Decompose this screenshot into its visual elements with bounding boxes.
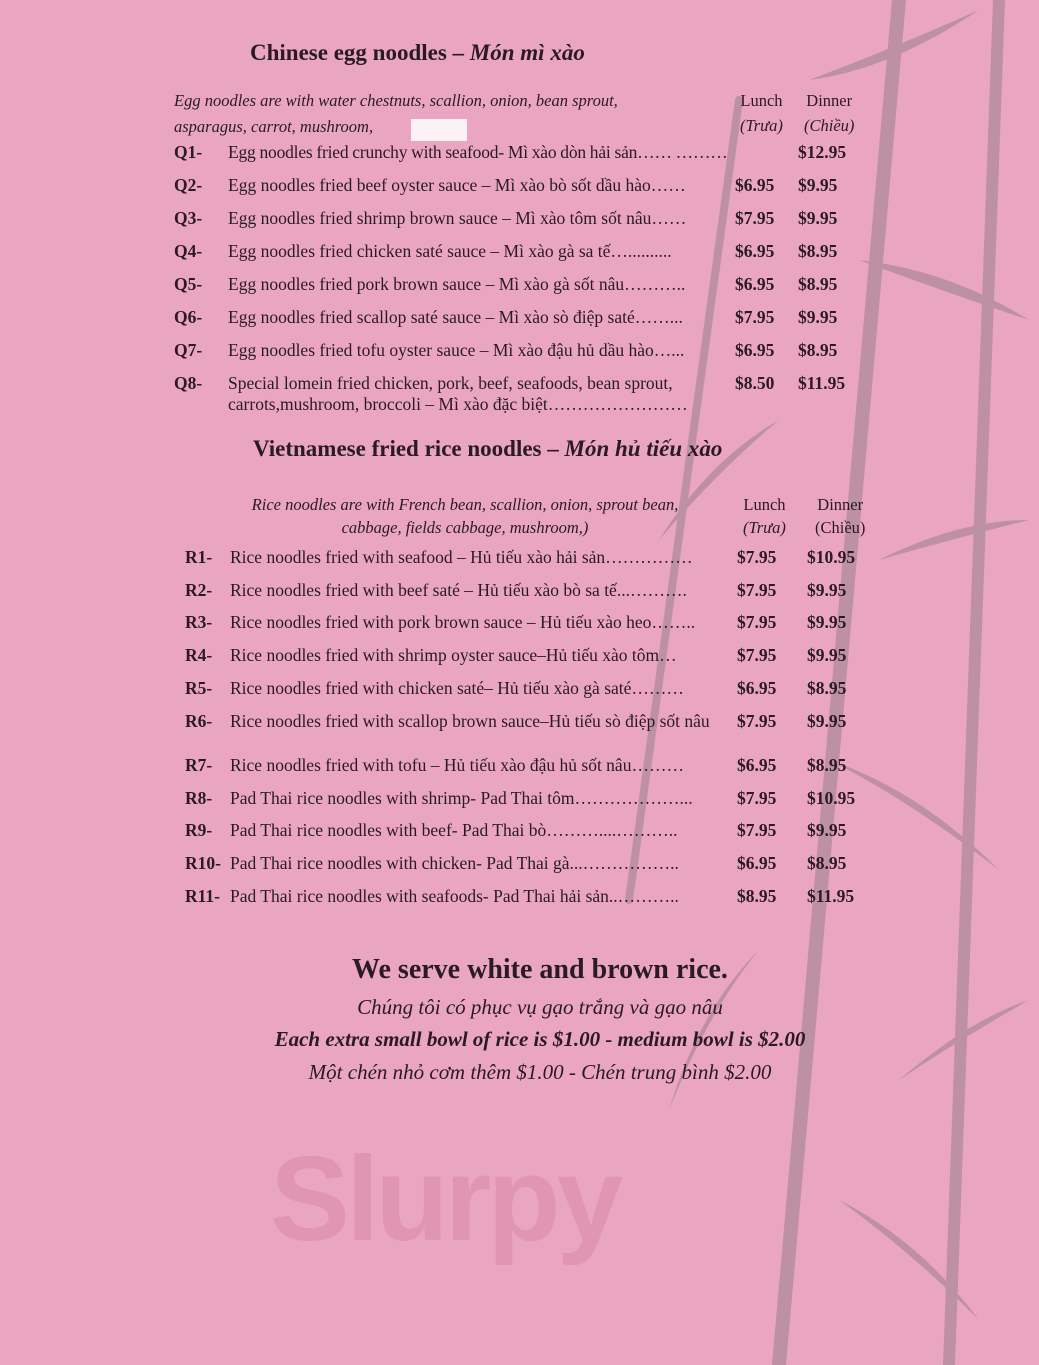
dinner-price: $9.95 bbox=[798, 307, 838, 327]
lunch-price: $6.95 bbox=[735, 241, 775, 261]
lunch-header: Lunch (Trưa) bbox=[740, 91, 783, 135]
item-description: Egg noodles fried beef oyster sauce – Mì xào bò sốt dầu hào…… bbox=[228, 175, 686, 195]
item-code: Q3- bbox=[174, 208, 203, 228]
dinner-price: $9.95 bbox=[807, 711, 847, 731]
item-code: Q5- bbox=[174, 274, 203, 294]
watermark-logo: Slurpy bbox=[270, 1132, 620, 1266]
rice-headline: We serve white and brown rice. bbox=[352, 954, 728, 985]
lunch-price: $7.95 bbox=[737, 788, 777, 808]
lunch-price: $8.95 bbox=[737, 886, 777, 906]
lunch-price: $6.95 bbox=[737, 678, 777, 698]
item-code: R1- bbox=[185, 547, 213, 567]
item-description: Egg noodles fried shrimp brown sauce – Mì xào tôm sốt nâu…… bbox=[228, 208, 687, 228]
extra-rice-price-vn: Một chén nhỏ cơm thêm $1.00 - Chén trung bình $2.00 bbox=[308, 1060, 772, 1084]
item-code: R4- bbox=[185, 645, 213, 665]
lunch-price: $7.95 bbox=[737, 580, 777, 600]
egg-noodles-intro: Egg noodles are with water chestnuts, scallion, onion, bean sprout, asparagus, carrot, mushroom, bbox=[174, 91, 618, 136]
dinner-price: $11.95 bbox=[807, 886, 855, 906]
lunch-price: $7.95 bbox=[737, 645, 777, 665]
item-code: R3- bbox=[185, 612, 213, 632]
lunch-price: $7.95 bbox=[737, 547, 777, 567]
lunch-price: $6.95 bbox=[737, 755, 777, 775]
item-description: Rice noodles fried with beef saté – Hủ tiếu xào bò sa tế...………. bbox=[230, 580, 687, 600]
dinner-price: $9.95 bbox=[807, 580, 847, 600]
dinner-price: $8.95 bbox=[807, 755, 847, 775]
item-description: Rice noodles fried with chicken saté– Hủ tiếu xào gà saté……… bbox=[230, 678, 684, 698]
item-code: R10- bbox=[185, 853, 221, 873]
dinner-header: Dinner (Chiều) bbox=[815, 495, 866, 537]
item-description: Rice noodles fried with shrimp oyster sauce–Hủ tiếu xào tôm… bbox=[230, 645, 677, 665]
item-description: Special lomein fried chicken, pork, beef, seafoods, bean sprout, carrots,mushroom, broccoli – Mì xào đặc biệt…………………… bbox=[228, 373, 688, 414]
item-description: Pad Thai rice noodles with shrimp- Pad Thai tôm………………... bbox=[230, 788, 693, 808]
lunch-price: $6.95 bbox=[735, 274, 775, 294]
lunch-price: $7.95 bbox=[737, 612, 777, 632]
dinner-price: $8.95 bbox=[798, 241, 838, 261]
lunch-price: $6.95 bbox=[737, 853, 777, 873]
item-description: Egg noodles fried chicken saté sauce – Mì xào gà sa tế….......... bbox=[228, 241, 672, 261]
item-description: Pad Thai rice noodles with beef- Pad Thai bò………....……….. bbox=[230, 820, 678, 840]
item-code: R11- bbox=[185, 886, 220, 906]
item-code: R6- bbox=[185, 711, 213, 731]
lunch-price: $7.95 bbox=[735, 208, 775, 228]
item-description: Egg noodles fried scallop saté sauce – Mì xào sò điệp saté……... bbox=[228, 307, 683, 327]
dinner-price: $9.95 bbox=[807, 820, 847, 840]
dinner-price: $9.95 bbox=[798, 208, 838, 228]
section-title-egg-noodles: Chinese egg noodles – Món mì xào bbox=[250, 40, 585, 65]
item-code: R5- bbox=[185, 678, 213, 698]
dinner-price: $12.95 bbox=[798, 142, 847, 162]
item-code: Q2- bbox=[174, 175, 203, 195]
item-code: R8- bbox=[185, 788, 213, 808]
dinner-header: Dinner (Chiều) bbox=[804, 91, 855, 135]
item-code: R7- bbox=[185, 755, 213, 775]
lunch-price: $6.95 bbox=[735, 175, 775, 195]
redacted-patch bbox=[411, 119, 467, 141]
lunch-price: $8.50 bbox=[735, 373, 775, 393]
dinner-price: $8.95 bbox=[798, 274, 838, 294]
lunch-header: Lunch (Trưa) bbox=[743, 495, 786, 537]
item-description: Rice noodles fried with scallop brown sauce–Hủ tiếu sò điệp sốt nâu bbox=[230, 711, 710, 731]
item-description: Pad Thai rice noodles with chicken- Pad Thai gà...…………….. bbox=[230, 853, 679, 873]
item-description: Egg noodles fried pork brown sauce – Mì xào gà sốt nâu……….. bbox=[228, 274, 686, 294]
item-description: Rice noodles fried with seafood – Hủ tiếu xào hải sản…………… bbox=[230, 547, 693, 567]
dinner-price: $9.95 bbox=[807, 612, 847, 632]
section-title-rice-noodles: Vietnamese fried rice noodles – Món hủ tiếu xào bbox=[253, 436, 723, 461]
dinner-price: $11.95 bbox=[798, 373, 846, 393]
dinner-price: $8.95 bbox=[807, 853, 847, 873]
lunch-price: $7.95 bbox=[735, 307, 775, 327]
item-description: Rice noodles fried with pork brown sauce – Hủ tiếu xào heo…….. bbox=[230, 612, 696, 632]
item-code: Q8- bbox=[174, 373, 203, 393]
rice-noodles-intro: Rice noodles are with French bean, scallion, onion, sprout bean, cabbage, fields cabbage, mushroom,) bbox=[251, 495, 679, 537]
item-description: Rice noodles fried with tofu – Hủ tiếu xào đậu hủ sốt nâu……… bbox=[230, 755, 684, 775]
dinner-price: $8.95 bbox=[798, 340, 838, 360]
item-code: R9- bbox=[185, 820, 213, 840]
item-description: Egg noodles fried crunchy with seafood- Mì xào dòn hải sản…… ……… bbox=[228, 142, 728, 162]
lunch-price: $7.95 bbox=[737, 711, 777, 731]
dinner-price: $9.95 bbox=[798, 175, 838, 195]
dinner-price: $9.95 bbox=[807, 645, 847, 665]
lunch-price: $6.95 bbox=[735, 340, 775, 360]
rice-headline-vn: Chúng tôi có phục vụ gạo trắng và gạo nâu bbox=[357, 995, 723, 1019]
item-description: Pad Thai rice noodles with seafoods- Pad Thai hải sản..……….. bbox=[230, 886, 679, 906]
item-code: Q6- bbox=[174, 307, 203, 327]
item-code: Q7- bbox=[174, 340, 203, 360]
dinner-price: $8.95 bbox=[807, 678, 847, 698]
dinner-price: $10.95 bbox=[807, 547, 856, 567]
extra-rice-price: Each extra small bowl of rice is $1.00 - medium bowl is $2.00 bbox=[274, 1027, 806, 1051]
item-code: Q1- bbox=[174, 142, 203, 162]
dinner-price: $10.95 bbox=[807, 788, 856, 808]
item-code: Q4- bbox=[174, 241, 203, 261]
item-description: Egg noodles fried tofu oyster sauce – Mì xào đậu hủ dầu hào…... bbox=[228, 340, 685, 360]
lunch-price: $7.95 bbox=[737, 820, 777, 840]
item-code: R2- bbox=[185, 580, 213, 600]
